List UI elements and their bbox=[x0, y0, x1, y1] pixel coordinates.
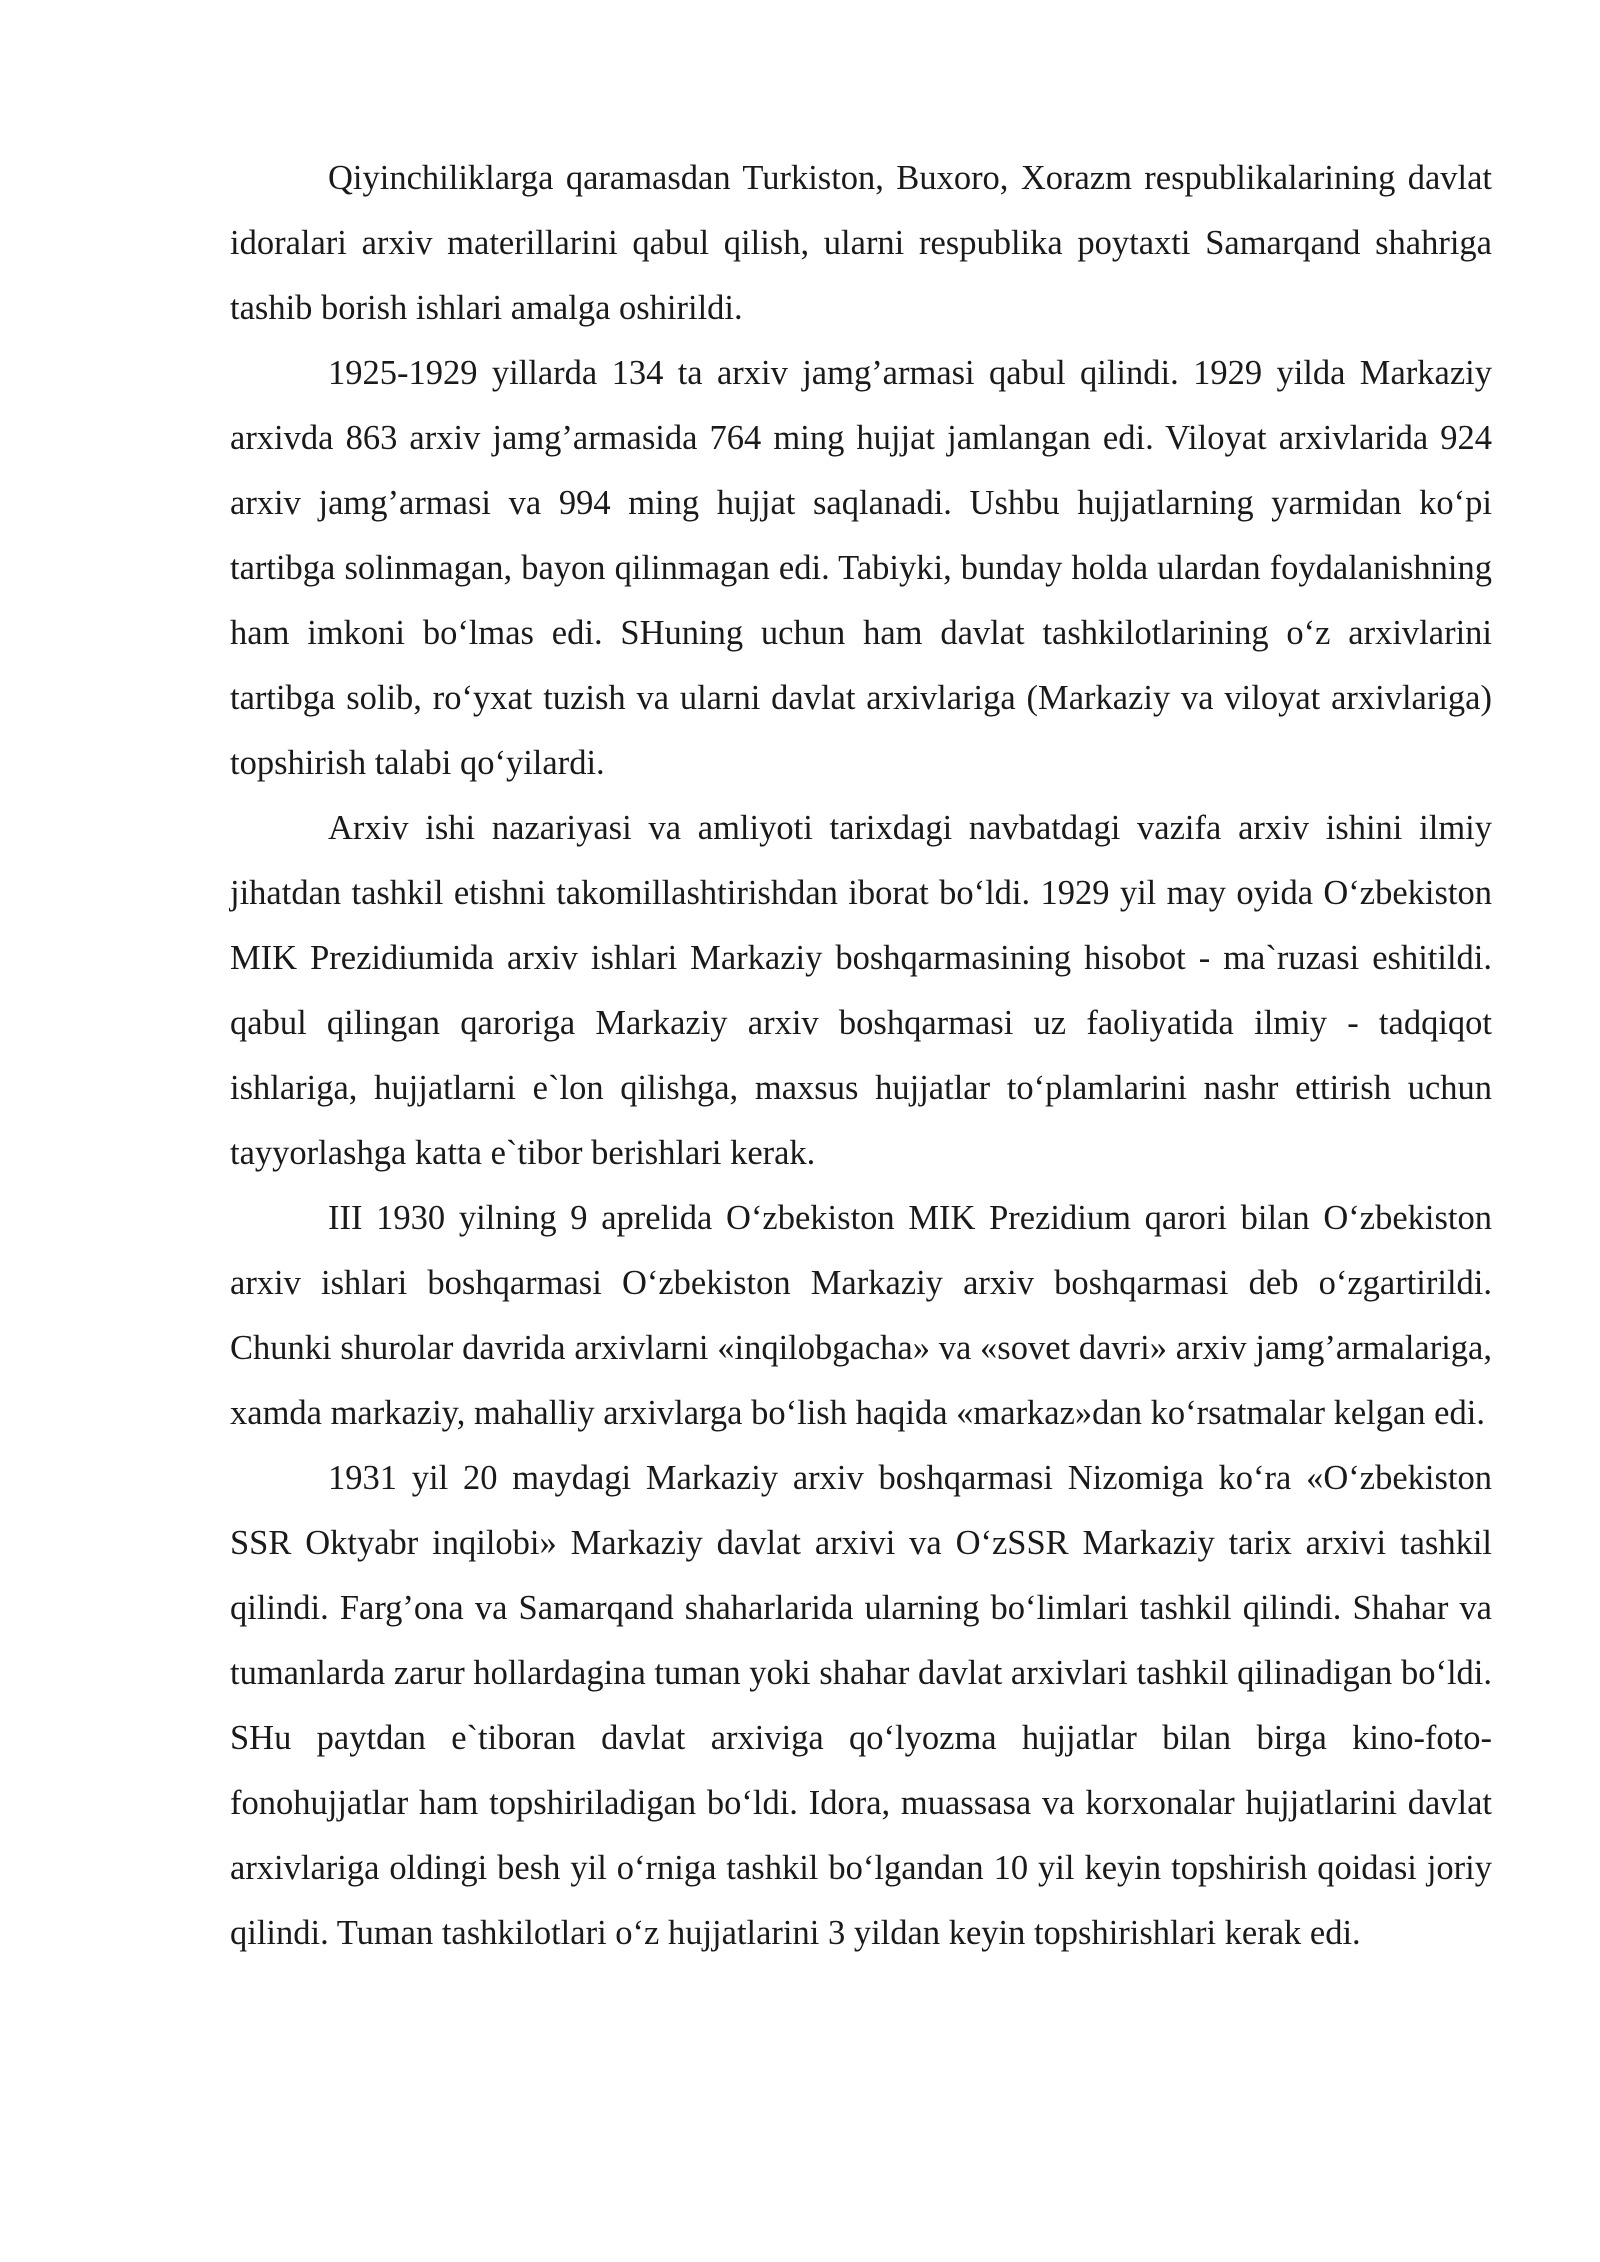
paragraph-archive-statistics: 1925-1929 yillarda 134 ta arxiv jamg’armasi qabul qilindi. 1929 yilda Markaziy arxivda 863 arxiv jamg’armasida 764 ming hujjat jamlangan edi. Viloyat arxivlarida 924 arxiv jamg’armasi va 994 ming hujjat saqlanadi. Ushbu hujjatlarning yarmidan ko‘pi tartibga solinmagan, bayon qilinmagan edi. Tabiyki, bunday holda ulardan foydalanishning ham imkoni bo‘lmas edi. SHuning uchun ham davlat tashkilotlarining o‘z arxivlarini tartibga solib, ro‘yxat tuzish va ularni davlat arxivlariga (Markaziy va viloyat arxivlariga) topshirish talabi qo‘yilardi. bbox=[230, 354, 1492, 782]
document-body bbox=[230, 146, 1492, 1966]
paragraph-archive-transfer: Qiyinchiliklarga qaramasdan Turkiston, Buxoro, Xorazm respublikalarining davlat idoralari arxiv materillarini qabul qilish, ularni respublika poytaxti Samarqand shahriga tashib borish ishlari amalga oshirildi. bbox=[230, 159, 1492, 327]
paragraph-archive-science: Arxiv ishi nazariyasi va amliyoti tarixdagi navbatdagi vazifa arxiv ishini ilmiy jihatdan tashkil etishni takomillashtirishdan iborat bo‘ldi. 1929 yil may oyida O‘zbekiston MIK Prezidiumida arxiv ishlari Markaziy boshqarmasining hisobot - ma`ruzasi eshitildi. qabul qilingan qaroriga Markaziy arxiv boshqarmasi uz faoliyatida ilmiy - tadqiqot ishlariga, hujjatlarni e`lon qilishga, maxsus hujjatlar to‘plamlarini nashr ettirish uchun tayyorlashga katta e`tibor berishlari kerak. bbox=[230, 809, 1492, 1172]
paragraph-archive-regulation: 1931 yil 20 maydagi Markaziy arxiv boshqarmasi Nizomiga ko‘ra «O‘zbekiston SSR Oktyabr inqilobi» Markaziy davlat arxivi va O‘zSSR Markaziy tarix arxivi tashkil qilindi. Farg’ona va Samarqand shaharlarida ularning bo‘limlari tashkil qilindi. Shahar va tumanlarda zarur hollardagina tuman yoki shahar davlat arxivlari tashkil qilinadigan bo‘ldi. SHu paytdan e`tiboran davlat arxiviga qo‘lyozma hujjatlar bilan birga kino-foto-fonohujjatlar ham topshiriladigan bo‘ldi. Idora, muassasa va korxonalar hujjatlarini davlat arxivlariga oldingi besh yil o‘rniga tashkil bo‘lgandan 10 yil keyin topshirish qoidasi joriy qilindi. Tuman tashkilotlari o‘z hujjatlarini 3 yildan keyin topshirishlari kerak edi. bbox=[230, 1459, 1492, 1952]
paragraph-archive-renaming: III 1930 yilning 9 aprelida O‘zbekiston MIK Prezidium qarori bilan O‘zbekiston arxiv ishlari boshqarmasi O‘zbekiston Markaziy arxiv boshqarmasi deb o‘zgartirildi. Chunki shurolar davrida arxivlarni «inqilobgacha» va «sovet davri» arxiv jamg’armalariga, xamda markaziy, mahalliy arxivlarga bo‘lish haqida «markaz»dan ko‘rsatmalar kelgan edi. bbox=[230, 1199, 1492, 1432]
